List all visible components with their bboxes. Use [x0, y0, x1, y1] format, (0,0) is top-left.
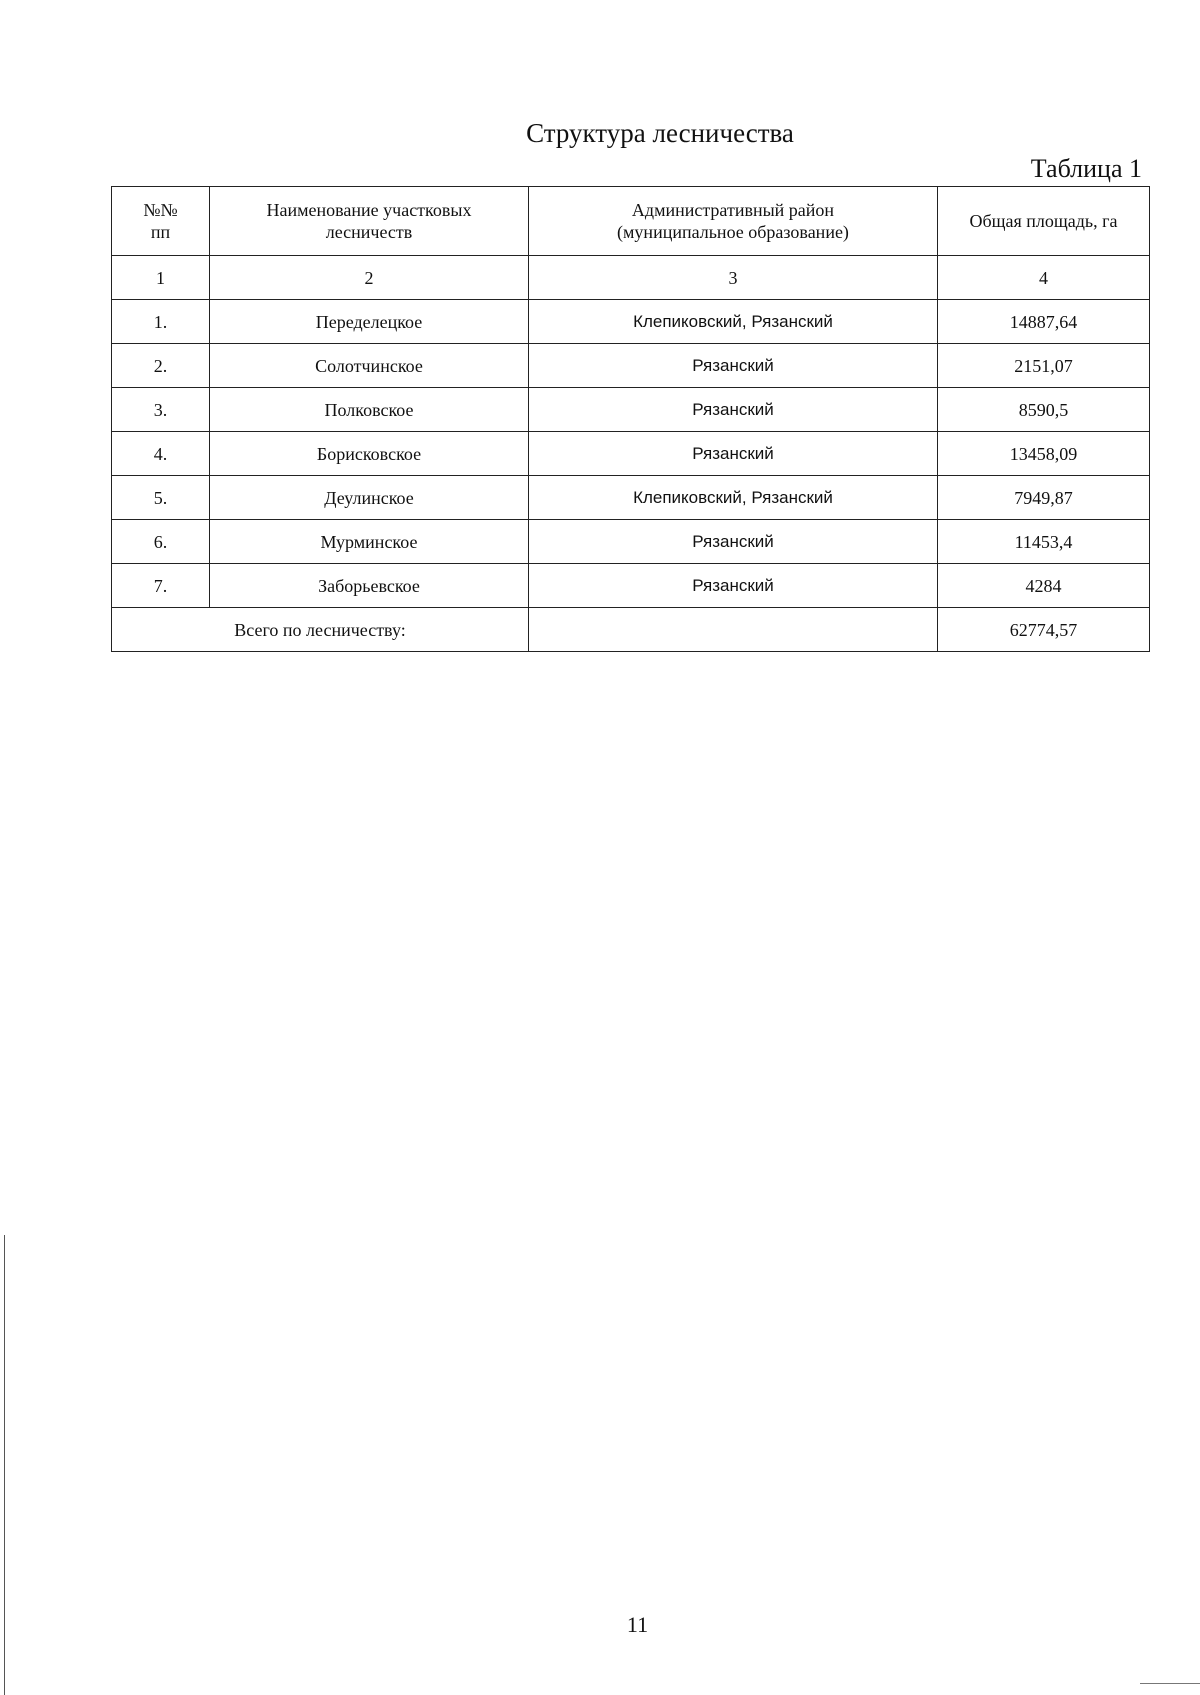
area: 14887,64 — [938, 300, 1150, 344]
row-number: 2. — [112, 344, 210, 388]
district: Рязанский — [529, 432, 938, 476]
table-row — [112, 476, 1150, 520]
scan-corner-line — [1140, 1683, 1200, 1684]
total-label: Всего по лесничеству: — [112, 608, 529, 652]
area: 8590,5 — [938, 388, 1150, 432]
total-row — [112, 608, 1150, 652]
area: 11453,4 — [938, 520, 1150, 564]
table-row — [112, 300, 1150, 344]
row-number: 3. — [112, 388, 210, 432]
forestry-name: Переделецкое — [210, 300, 529, 344]
forestry-name: Полковское — [210, 388, 529, 432]
table-row — [112, 564, 1150, 608]
table-row — [112, 344, 1150, 388]
forestry-structure-table — [111, 186, 1150, 652]
header-name: Наименование участковых лесничеств — [210, 187, 529, 256]
table-row — [112, 520, 1150, 564]
table-row — [112, 432, 1150, 476]
forestry-name: Мурминское — [210, 520, 529, 564]
column-number: 2 — [210, 256, 529, 300]
header-number: №№ пп — [112, 187, 210, 256]
area: 4284 — [938, 564, 1150, 608]
district: Рязанский — [529, 344, 938, 388]
row-number: 4. — [112, 432, 210, 476]
row-number: 1. — [112, 300, 210, 344]
header-area: Общая площадь, га — [938, 187, 1150, 256]
scan-edge-line — [4, 1235, 5, 1695]
page-number: 11 — [626, 1612, 649, 1637]
header-district: Административный район (муниципальное образование) — [529, 187, 938, 256]
row-number: 7. — [112, 564, 210, 608]
total-district — [529, 608, 938, 652]
district: Рязанский — [529, 520, 938, 564]
forestry-name: Борисковское — [210, 432, 529, 476]
forestry-name: Заборьевское — [210, 564, 529, 608]
row-number: 6. — [112, 520, 210, 564]
column-number-row — [112, 256, 1150, 300]
area: 7949,87 — [938, 476, 1150, 520]
forestry-name: Солотчинское — [210, 344, 529, 388]
column-number: 1 — [112, 256, 210, 300]
district: Рязанский — [529, 564, 938, 608]
forestry-name: Деулинское — [210, 476, 529, 520]
column-number: 4 — [938, 256, 1150, 300]
document-title: Структура лесничества — [526, 118, 794, 148]
table-row — [112, 388, 1150, 432]
district: Клепиковский, Рязанский — [529, 300, 938, 344]
area: 13458,09 — [938, 432, 1150, 476]
district: Рязанский — [529, 388, 938, 432]
area: 2151,07 — [938, 344, 1150, 388]
column-number: 3 — [529, 256, 938, 300]
total-area: 62774,57 — [938, 608, 1150, 652]
row-number: 5. — [112, 476, 210, 520]
district: Клепиковский, Рязанский — [529, 476, 938, 520]
table-label: Таблица 1 — [1030, 154, 1142, 183]
table-header-row — [112, 187, 1150, 256]
